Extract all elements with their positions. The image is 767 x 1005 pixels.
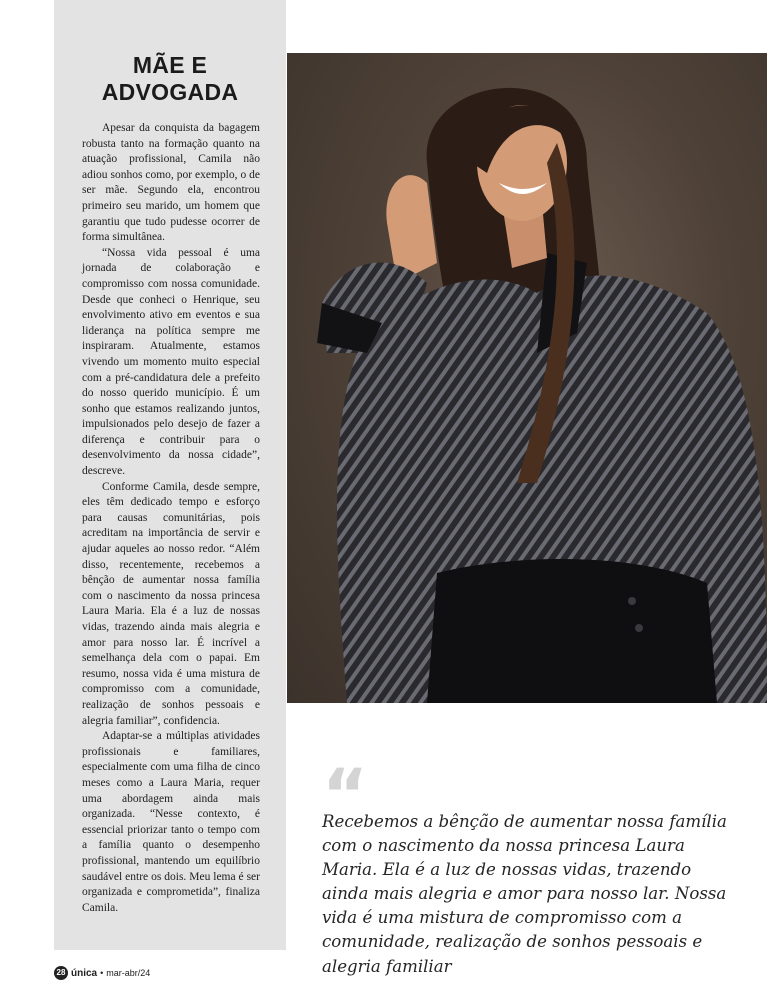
article-paragraph: “Nossa vida pessoal é uma jornada de colaboração e compromisso com nossa comunidade. Desde que conheci o Henrique, seu envolvimento ativo em eventos e sua liderança na política sempre me inspiraram. Atualmente, estamos vivendo um momento muito especial com a pré-candidatura dele a prefeito do nosso querido município. É um sonho que estamos realizando juntos, impulsionados pelo desejo de fazer a diferença e contribuir para o desenvolvimento da nossa cidade”, descreve.: [82, 246, 260, 478]
article-paragraph: Conforme Camila, desde sempre, eles têm dedicado tempo e esforço para causas comunitárias, pois acreditam na importância de servir e ajudar aqueles ao nosso redor. “Além disso, recentemente, recebemos a bênção de aumentar nossa família com o nascimento da nossa princesa Laura Maria. Ela é a luz de nossas vidas, trazendo ainda mais alegria e amor para nosso lar. É incrível a semelhança dela com o papai. Em resumo, nossa vida é uma mistura de compromisso com a comunidade, realização de sonhos pessoais e alegria familiar”, confidencia.: [82, 480, 260, 727]
pull-quote: Recebemos a bênção de aumentar nossa família com o nascimento da nossa princesa Laura Maria. Ela é a luz de nossas vidas, trazendo ainda mais alegria e amor para nosso lar. Nossa vida é uma mistura de compromisso com a comunidade, realização de sonhos pessoais e alegria familiar: [322, 812, 727, 976]
article-body: [82, 121, 260, 916]
section-title-line2: ADVOGADA: [101, 79, 239, 105]
portrait-photo: [287, 53, 767, 703]
article-paragraph: Apesar da conquista da bagagem robusta tanto na formação quanto na atuação profissional, Camila não adiou sonhos como, por exemplo, o de ser mãe. Segundo ela, encontrou primeiro seu marido, um homem que garantiu que tudo pudesse ocorrer de forma simultânea.: [82, 122, 260, 244]
quote-mark-icon: “: [322, 754, 369, 836]
page-number: 28: [54, 966, 68, 980]
portrait-illustration: [287, 53, 767, 703]
page-footer: [54, 966, 150, 980]
footer-separator: •: [100, 968, 104, 978]
section-title: [54, 52, 286, 106]
magazine-brand: única: [71, 967, 98, 979]
issue-date: mar-abr/24: [106, 968, 151, 978]
section-title-line1: MÃE E: [132, 52, 208, 78]
article-paragraph: Adaptar-se a múltiplas atividades profissionais e familiares, especialmente com uma filha de cinco meses como a Laura Maria, requer uma abordagem ainda mais organizada. “Nesse contexto, é essencial priorizar tanto o tempo com a família quanto o desempenho profissional, mantendo um equilíbrio saudável entre os dois. Meu lema é ser organizada e comprometida”, finaliza Camila.: [82, 730, 260, 914]
